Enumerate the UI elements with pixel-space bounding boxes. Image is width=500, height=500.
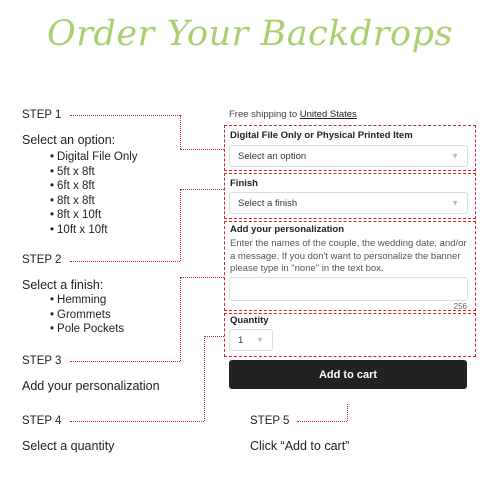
variant-select[interactable] bbox=[229, 145, 468, 167]
variant-section bbox=[224, 125, 476, 171]
chevron-down-icon: ▼ bbox=[256, 335, 264, 345]
step-1-label: STEP 1 bbox=[22, 109, 62, 121]
quantity-label: Quantity bbox=[230, 315, 269, 326]
char-counter: 256 bbox=[453, 302, 467, 311]
step-2-options bbox=[50, 293, 124, 337]
option-item: • 6ft x 8ft bbox=[50, 179, 138, 194]
chevron-down-icon: ▼ bbox=[451, 151, 459, 161]
option-item: • Digital File Only bbox=[50, 150, 138, 165]
guide-line bbox=[70, 115, 180, 116]
variant-select-value: Select an option bbox=[238, 150, 307, 162]
guide-line bbox=[180, 277, 224, 278]
add-to-cart-button[interactable]: Add to cart bbox=[229, 360, 467, 389]
guide-line bbox=[180, 277, 181, 361]
step-4-label: STEP 4 bbox=[22, 415, 62, 427]
step-2-label: STEP 2 bbox=[22, 254, 62, 266]
personalization-label: Add your personalization bbox=[230, 224, 345, 235]
step-3-instruction: Add your personalization bbox=[22, 379, 160, 393]
finish-select[interactable] bbox=[229, 192, 468, 214]
guide-line bbox=[297, 421, 347, 422]
step-2-instruction: Select a finish: bbox=[22, 278, 104, 292]
step-1-instruction: Select an option: bbox=[22, 133, 116, 147]
guide-line bbox=[204, 336, 205, 421]
option-item: • 8ft x 8ft bbox=[50, 194, 138, 209]
personalization-textarea[interactable] bbox=[229, 277, 468, 301]
shipping-note bbox=[229, 109, 357, 120]
option-item: • 10ft x 10ft bbox=[50, 223, 138, 238]
variant-label: Digital File Only or Physical Printed Item bbox=[230, 130, 413, 141]
option-item: • Pole Pockets bbox=[50, 322, 124, 337]
guide-line bbox=[180, 149, 224, 150]
shipping-country-link[interactable]: United States bbox=[299, 109, 357, 120]
quantity-select-value: 1 bbox=[238, 334, 244, 346]
guide-line bbox=[180, 115, 181, 149]
step-5-label: STEP 5 bbox=[250, 415, 290, 427]
option-item: • 5ft x 8ft bbox=[50, 165, 138, 180]
step-3-label: STEP 3 bbox=[22, 355, 62, 367]
option-item: • Hemming bbox=[50, 293, 124, 308]
step-1-options bbox=[50, 150, 138, 238]
guide-line bbox=[347, 404, 348, 421]
quantity-section bbox=[224, 313, 476, 357]
personalization-help: Enter the names of the couple, the wedding date, and/or a message. If you don't want to personalize the banner please type in "none" in the text box. bbox=[230, 238, 467, 274]
guide-line bbox=[204, 336, 224, 337]
guide-line bbox=[70, 361, 180, 362]
finish-select-value: Select a finish bbox=[238, 197, 298, 209]
option-item: • 8ft x 10ft bbox=[50, 208, 138, 223]
shipping-prefix: Free shipping to bbox=[229, 109, 298, 120]
quantity-select[interactable] bbox=[229, 329, 273, 351]
page-title: Order Your Backdrops bbox=[47, 14, 453, 54]
guide-line bbox=[180, 189, 181, 261]
guide-line bbox=[180, 189, 224, 190]
personalization-section bbox=[224, 221, 476, 311]
chevron-down-icon: ▼ bbox=[451, 198, 459, 208]
finish-section bbox=[224, 173, 476, 219]
guide-line bbox=[70, 421, 204, 422]
guide-line bbox=[70, 261, 180, 262]
step-4-instruction: Select a quantity bbox=[22, 439, 115, 453]
step-5-instruction: Click “Add to cart” bbox=[250, 439, 350, 453]
option-item: • Grommets bbox=[50, 308, 124, 323]
finish-label: Finish bbox=[230, 178, 258, 189]
